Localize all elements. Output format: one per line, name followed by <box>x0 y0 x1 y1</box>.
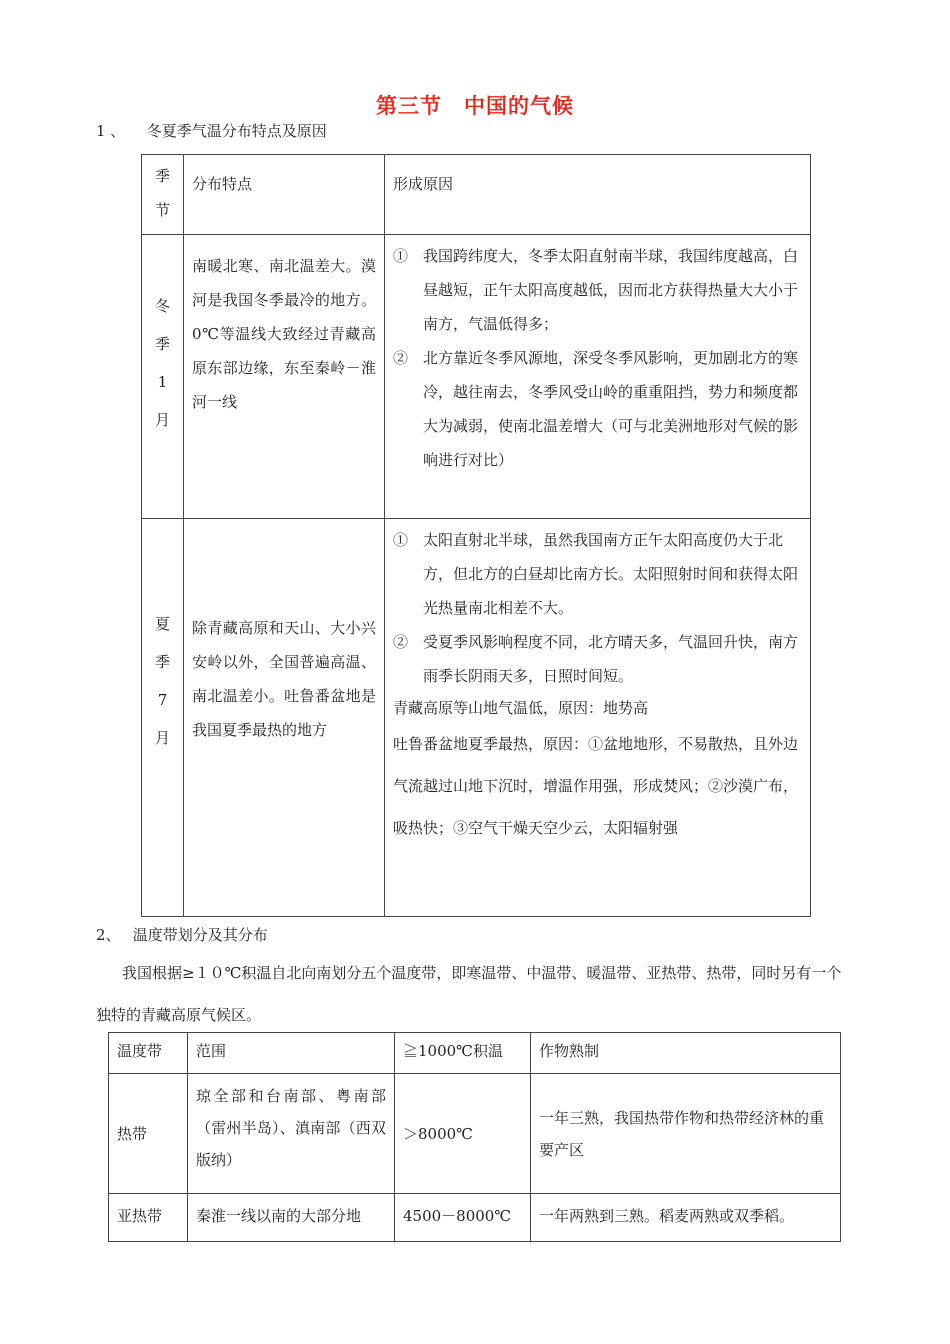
temp-subtropical: 4500－8000℃ <box>395 1194 531 1242</box>
crop-subtropical: 一年两熟到三熟。稻麦两熟或双季稻。 <box>531 1194 841 1242</box>
summer-reason <box>385 519 811 917</box>
table1-row-winter <box>142 235 811 519</box>
season-winter: 冬 季 1 月 <box>142 235 184 519</box>
season-summer: 夏 季 7 月 <box>142 519 184 917</box>
section2-heading <box>96 924 268 945</box>
section1-number: 1 、 <box>96 122 126 140</box>
summer-plateau-note: 青藏高原等山地气温低，原因：地势高 <box>393 699 649 717</box>
winter-feature: 南暖北寒、南北温差大。漠河是我国冬季最冷的地方。0℃等温线大致经过青藏高原东部边缘，东至秦岭－淮河一线 <box>184 235 385 519</box>
temp-tropical: ＞8000℃ <box>395 1074 531 1194</box>
summer-reason-2: ② 受夏季风影响程度不同，北方晴天多，气温回升快，南方雨季长阴雨天多，日照时间短。 <box>393 633 799 685</box>
table1-header-row <box>142 155 811 235</box>
header-accumulated-temp: ≧1000℃积温 <box>395 1033 531 1074</box>
section2-number: 2、 <box>96 926 121 944</box>
table2-header-row <box>109 1033 841 1074</box>
table1-row-summer <box>142 519 811 917</box>
summer-reason-1: ① 太阳直射北半球，虽然我国南方正午太阳高度仍大于北方，但北方的白昼却比南方长。太阳照射时间和获得太阳光热量南北相差不大。 <box>393 531 799 617</box>
winter-reason-2: ② 北方靠近冬季风源地，深受冬季风影响，更加剧北方的寒冷，越往南去，冬季风受山岭的重重阻挡，势力和频度都大为减弱，使南北温差增大（可与北美洲地形对气候的影响进行对比） <box>393 349 799 469</box>
header-zone: 温度带 <box>109 1033 188 1074</box>
winter-reason <box>385 235 811 519</box>
winter-reason-1: ① 我国跨纬度大，冬季太阳直射南半球，我国纬度越高，白昼越短，正午太阳高度越低，因而北方获得热量大大小于南方，气温低得多； <box>393 247 799 333</box>
season-temperature-table <box>141 154 811 917</box>
header-reason: 形成原因 <box>385 155 811 235</box>
zone-tropical: 热带 <box>109 1074 188 1194</box>
zone-subtropical: 亚热带 <box>109 1194 188 1242</box>
section2-title: 温度带划分及其分布 <box>132 926 268 944</box>
range-subtropical: 秦淮一线以南的大部分地 <box>188 1194 395 1242</box>
table2-row-tropical <box>109 1074 841 1194</box>
section1-title: 冬夏季气温分布特点及原因 <box>146 122 327 140</box>
page-title: 第三节 中国的气候 <box>376 94 574 118</box>
summer-feature: 除青藏高原和天山、大小兴安岭以外，全国普遍高温、南北温差小。吐鲁番盆地是我国夏季最热的地方 <box>184 519 385 917</box>
summer-turpan-note: 吐鲁番盆地夏季最热，原因：①盆地地形，不易散热，且外边气流越过山地下沉时，增温作用强，形成焚风；②沙漠广布，吸热快；③空气干燥天空少云，太阳辐射强 <box>393 735 799 837</box>
header-feature: 分布特点 <box>184 155 385 235</box>
header-season: 季 节 <box>142 155 184 235</box>
temperature-zone-table <box>108 1032 841 1242</box>
header-range: 范围 <box>188 1033 395 1074</box>
header-crop: 作物熟制 <box>531 1033 841 1074</box>
temperature-zone-paragraph: 我国根据≥１０℃积温自北向南划分五个温度带，即寒温带、中温带、暖温带、亚热带、热带，同时另有一个独特的青藏高原气候区。 <box>96 964 842 1024</box>
crop-tropical: 一年三熟，我国热带作物和热带经济林的重要产区 <box>531 1074 841 1194</box>
range-tropical: 琼全部和台南部、粤南部（雷州半岛）、滇南部（西双版纳） <box>188 1074 395 1194</box>
section1-heading <box>96 120 327 141</box>
table2-row-subtropical <box>109 1194 841 1242</box>
